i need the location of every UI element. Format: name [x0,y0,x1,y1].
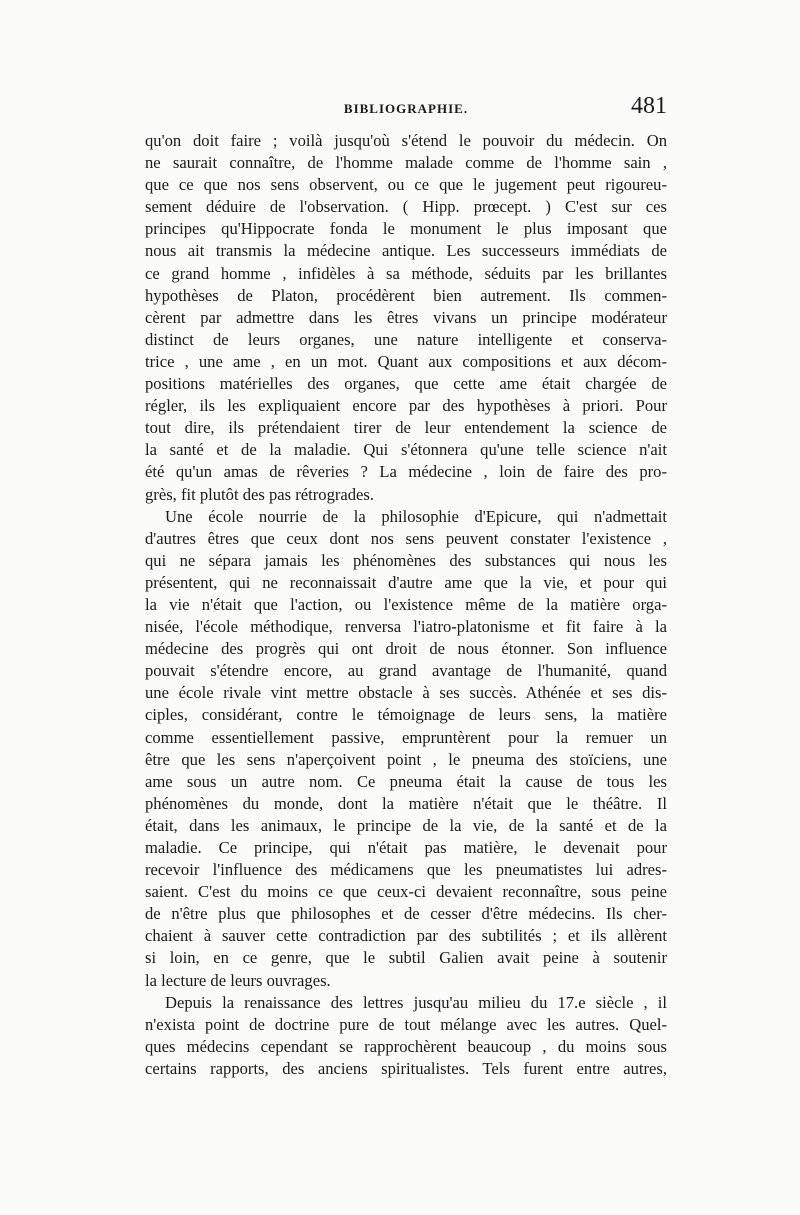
text-line: chaient à sauver cette contradiction par des subtilités ; et ils allèrent [145,926,667,946]
text-line: présentent, qui ne reconnaissait d'autre ame que la vie, et pour qui [145,572,667,592]
text-line: régler, ils les expliquaient encore par des hypothèses à priori. Pour [145,396,667,416]
text-line: était, dans les animaux, le principe de la vie, de la santé et de la [145,815,667,835]
text-line: nous ait transmis la médecine antique. Les successeurs immédiats de [145,241,667,261]
text-line: hypothèses de Platon, procédèrent bien autrement. Ils commen- [145,285,667,305]
text-line: être que les sens n'aperçoivent point , le pneuma des stoïciens, une [145,749,667,769]
text-line: certains rapports, des anciens spiritualistes. Tels furent entre autres, [145,1058,667,1078]
text-line: nisée, l'école méthodique, renversa l'iatro-platonisme et fit faire à la [145,617,667,637]
text-line: comme essentiellement passive, empruntèrent pour la remuer un [145,727,667,747]
text-line: tout dire, ils prétendaient tirer de leur entendement la science de [145,418,667,438]
text-line: la santé et de la maladie. Qui s'étonnera qu'une telle science n'ait [145,440,667,460]
text-line: saient. C'est du moins ce que ceux-ci devaient reconnaître, sous peine [145,882,667,902]
text-line: principes qu'Hippocrate fonda le monument le plus imposant que [145,219,667,239]
text-line: Depuis la renaissance des lettres jusqu'au milieu du 17.e siècle , il [165,992,667,1012]
text-line: positions matérielles des organes, que cette ame était chargée de [145,374,667,394]
text-line: pouvait s'étendre encore, au grand avantage de l'humanité, quand [145,661,667,681]
running-head [145,93,667,123]
page-number: 481 [631,93,667,119]
text-line: ciples, considérant, contre le témoignage de leurs sens, la matière [145,705,667,725]
text-line: phénomènes du monde, dont la matière n'était que le théâtre. Il [145,793,667,813]
text-line: ce grand homme , infidèles à sa méthode, séduits par les brillantes [145,263,667,283]
text-line: grès, fit plutôt des pas rétrogrades. [145,484,375,504]
text-line: maladie. Ce principe, qui n'était pas matière, le devenait pour [145,838,667,857]
paragraph-3 [145,992,667,1080]
text-line: qui ne sépara jamais les phénomènes des substances qui nous les [145,550,667,570]
body-text [145,130,667,1080]
paragraph-1 [145,130,667,506]
text-line: si loin, en ce genre, que le subtil Galien avait peine à soutenir [145,948,667,968]
paragraph-2 [145,506,667,992]
text-line: que ce que nos sens observent, ou ce que le jugement peut rigoureu- [145,175,667,195]
text-line: d'autres êtres que ceux dont nos sens peuvent constater l'existence , [145,528,667,548]
text-line: été qu'un amas de rêveries ? La médecine , loin de faire des pro- [145,462,667,482]
text-line: une école rivale vint mettre obstacle à ses succès. Athénée et ses dis- [145,683,667,703]
text-line: cèrent par admettre dans les êtres vivans un principe modérateur [145,307,667,327]
text-line: Une école nourrie de la philosophie d'Epicure, qui n'admettait [165,506,667,526]
text-line: recevoir l'influence des médicamens que les pneumatistes lui adres- [145,860,667,880]
text-line: trice , une ame , en un mot. Quant aux compositions et aux décom- [145,351,667,371]
text-line: n'exista point de doctrine pure de tout mélange avec les autres. Quel- [145,1014,667,1034]
text-line: ques médecins cependant se rapprochèrent beaucoup , du moins sous [145,1036,667,1056]
text-line: distinct de leurs organes, une nature intelligente et conserva- [145,329,667,349]
text-line: de n'être plus que philosophes et de cesser d'être médecins. Ils cher- [145,904,667,924]
text-line: qu'on doit faire ; voilà jusqu'où s'étend le pouvoir du médecin. On [145,131,667,150]
text-line: ame sous un autre nom. Ce pneuma était la cause de tous les [145,771,667,791]
text-line: ne saurait connaître, de l'homme malade comme de l'homme sain , [145,153,667,173]
text-line: la vie n'était que l'action, ou l'existence même de la matière orga- [145,594,667,614]
text-line: sement déduire de l'observation. ( Hipp. prœcept. ) C'est sur ces [145,197,667,217]
running-title: BIBLIOGRAPHIE. [343,101,469,116]
text-line: la lecture de leurs ouvrages. [145,970,331,990]
text-line: médecine des progrès qui ont droit de nous étonner. Son influence [145,639,667,659]
